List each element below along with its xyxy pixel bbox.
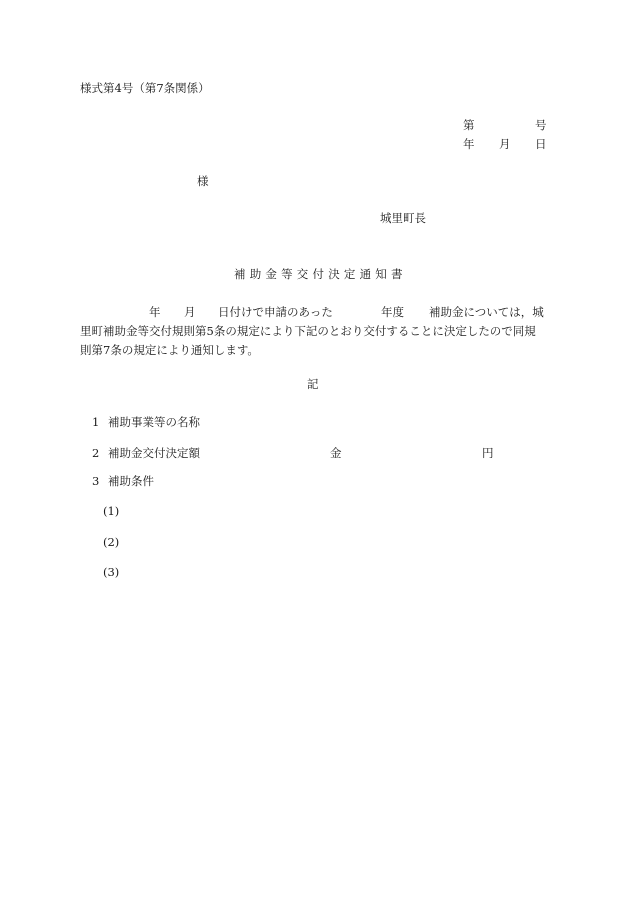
form-number: 様式第4号（第7条関係） bbox=[80, 81, 210, 95]
body-line-2 bbox=[80, 322, 546, 341]
amount-suffix-yen: 円 bbox=[482, 446, 494, 460]
ki-heading: 記 bbox=[307, 377, 319, 391]
document-number-suffix: 号 bbox=[535, 118, 547, 132]
date-day: 日 bbox=[535, 137, 547, 151]
body-year: 年 bbox=[149, 305, 161, 319]
document-number-prefix: 第 bbox=[463, 118, 475, 132]
body-line-2-text: 里町補助金等交付規則第5条の規定により下記のとおり交付することに決定したので同規 bbox=[80, 324, 536, 338]
body-line-3-text: 則第7条の規定により通知します。 bbox=[80, 343, 259, 357]
document-title: 補助金等交付決定通知書 bbox=[234, 267, 407, 281]
body-month: 月 bbox=[184, 305, 196, 319]
date-year: 年 bbox=[463, 137, 475, 151]
item-number: 2 bbox=[92, 446, 100, 460]
item-label-conditions: 補助条件 bbox=[108, 474, 154, 488]
item-number: 1 bbox=[92, 415, 100, 429]
body-paragraph bbox=[80, 303, 546, 360]
body-line-1 bbox=[80, 303, 546, 322]
body-fiscal-year: 年度 bbox=[381, 305, 404, 319]
condition-3: (3) bbox=[103, 565, 120, 579]
condition-2: (2) bbox=[103, 535, 120, 549]
body-text-1: 日付けで申請のあった bbox=[218, 305, 333, 319]
addressee-suffix: 様 bbox=[197, 174, 209, 188]
body-line-3 bbox=[80, 341, 546, 360]
item-label-project-name: 補助事業等の名称 bbox=[108, 415, 200, 429]
issuer-name: 城里町長 bbox=[380, 211, 426, 225]
item-number: 3 bbox=[92, 474, 100, 488]
item-label-grant-amount: 補助金交付決定額 bbox=[108, 446, 200, 460]
condition-1: (1) bbox=[103, 504, 120, 518]
body-text-2: 補助金については，城 bbox=[429, 305, 544, 319]
amount-prefix-kin: 金 bbox=[330, 446, 342, 460]
date-month: 月 bbox=[499, 137, 511, 151]
